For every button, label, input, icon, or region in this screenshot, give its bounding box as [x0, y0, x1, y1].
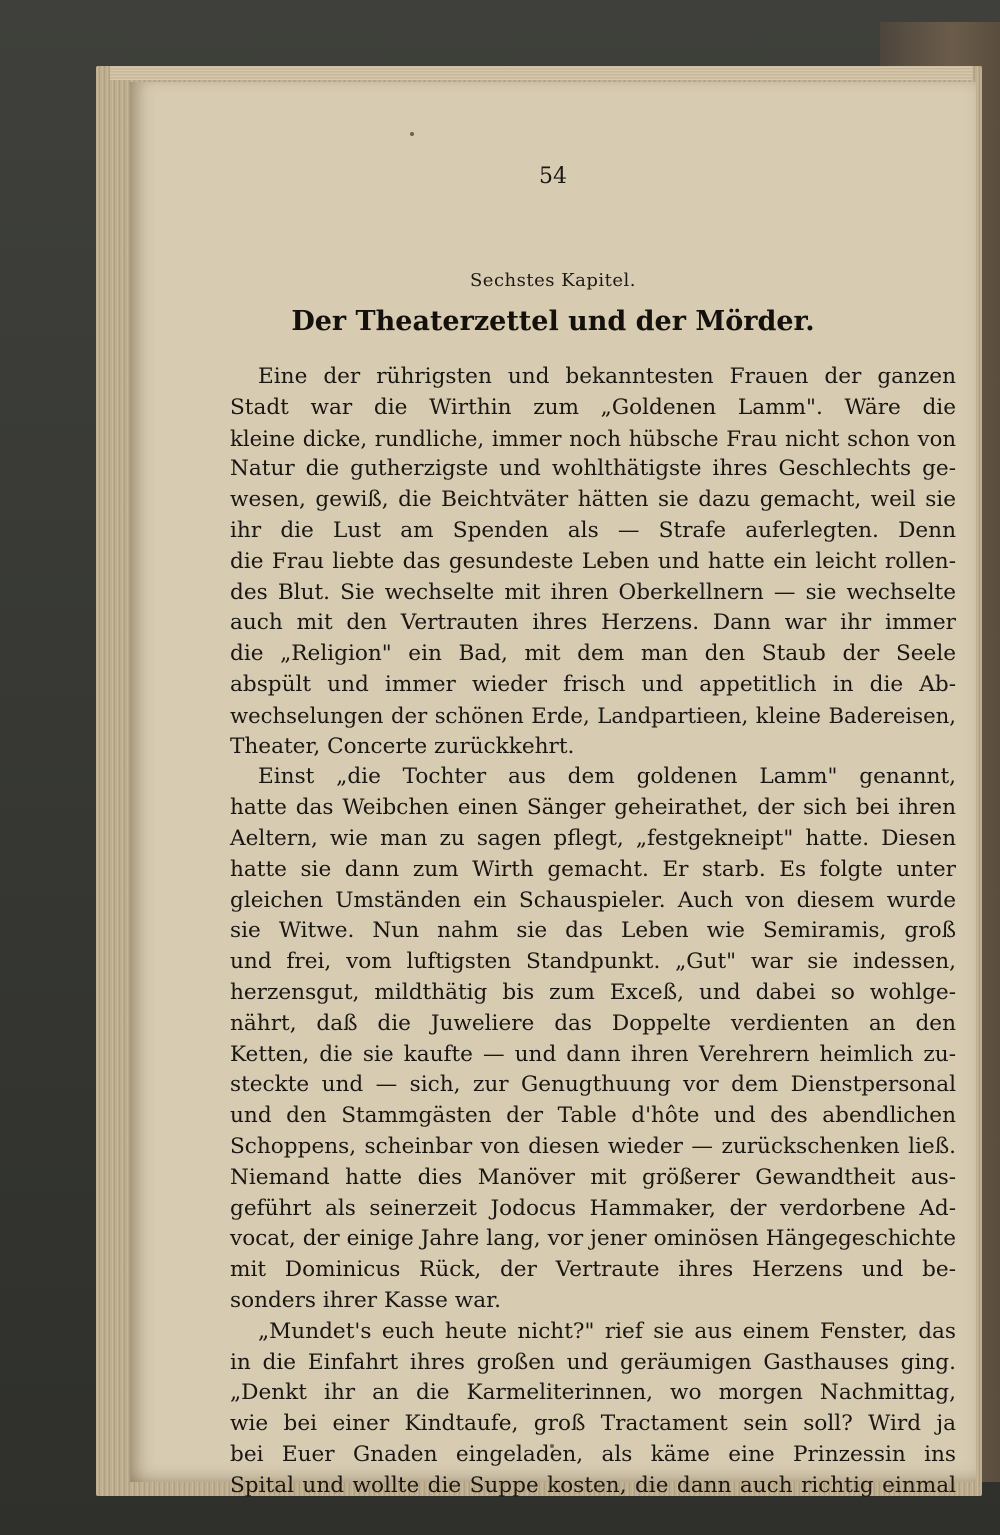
text-line: nährt, daß die Juweliere das Doppelte verdienten an den — [230, 1010, 956, 1036]
text-line: kleine dicke, rundliche, immer noch hübsche Frau nicht schon von — [230, 425, 956, 451]
text-line: und den Stammgästen der Table d'hôte und des abendlichen — [230, 1103, 956, 1129]
text-line: ihr die Lust am Spenden als — Strafe auferlegten. Denn — [230, 517, 956, 543]
text-line: wie bei einer Kindtaufe, groß Tractament sein soll? Wird ja — [230, 1411, 956, 1437]
text-line: vocat, der einige Jahre lang, vor jener ominösen Hängegeschichte — [230, 1226, 956, 1252]
body-text — [230, 362, 956, 1501]
text-line: Aeltern, wie man zu sagen pflegt, „festgekneipt" hatte. Diesen — [230, 825, 956, 851]
text-line: sonders ihrer Kasse war. — [230, 1287, 501, 1313]
text-line: wesen, gewiß, die Beichtväter hätten sie dazu gemacht, weil sie — [230, 487, 956, 513]
text-line: des Blut. Sie wechselte mit ihren Oberkellnern — sie wechselte — [230, 579, 956, 605]
text-line: herzensgut, mildthätig bis zum Exceß, und dabei so wohlge- — [230, 979, 956, 1005]
text-line: auch mit den Vertrauten ihres Herzens. Dann war ihr immer — [230, 610, 956, 636]
text-line: Schoppens, scheinbar von diesen wieder — zurückschenken ließ. — [230, 1133, 956, 1159]
text-line: mit Dominicus Rück, der Vertraute ihres Herzens und be- — [230, 1257, 956, 1283]
text-line: hatte sie dann zum Wirth gemacht. Er starb. Es folgte unter — [230, 856, 956, 882]
text-line: wechselungen der schönen Erde, Landpartieen, kleine Badereisen, — [230, 702, 956, 728]
paper-speck — [410, 132, 414, 136]
chapter-title: Der Theaterzettel und der Mörder. — [291, 306, 815, 337]
chapter-label: Sechstes Kapitel. — [469, 270, 637, 291]
text-line: abspült und immer wieder frisch und appetitlich in die Ab- — [230, 671, 956, 697]
text-line: Stadt war die Wirthin zum „Goldenen Lamm". Wäre die — [230, 394, 956, 420]
text-line: und frei, vom luftigsten Standpunkt. „Gut" war sie indessen, — [230, 949, 956, 975]
text-line: steckte und — sich, zur Genugthuung vor dem Dienstpersonal — [230, 1072, 956, 1098]
text-line: geführt als seinerzeit Jodocus Hammaker, der verdorbene Ad- — [230, 1195, 956, 1221]
text-line: die „Religion" ein Bad, mit dem man den Staub der Seele — [230, 641, 956, 667]
text-line: gleichen Umständen ein Schauspieler. Auch von diesem wurde — [230, 887, 956, 913]
text-line: hatte das Weibchen einen Sänger geheirathet, der sich bei ihren — [230, 795, 956, 821]
text-line: sie Witwe. Nun nahm sie das Leben wie Semiramis, groß — [230, 918, 956, 944]
text-line: „Mundet's euch heute nicht?" rief sie aus einem Fenster, das — [258, 1318, 956, 1344]
page-edges-top — [110, 66, 972, 80]
text-line: Spital und wollte die Suppe kosten, die dann auch richtig einmal — [230, 1472, 956, 1498]
text-line: Niemand hatte dies Manöver mit größerer Gewandtheit aus- — [230, 1164, 956, 1190]
book-page — [130, 82, 976, 1498]
text-line: Theater, Concerte zurückkehrt. — [230, 733, 575, 759]
text-line: Ketten, die sie kaufte — und dann ihren Verehrern heimlich zu- — [230, 1041, 956, 1067]
text-line: Einst „die Tochter aus dem goldenen Lamm" genannt, — [258, 764, 956, 790]
text-line: „Denkt ihr an die Karmeliterinnen, wo morgen Nachmittag, — [230, 1380, 956, 1406]
text-line: in die Einfahrt ihres großen und geräumigen Gasthauses ging. — [230, 1349, 956, 1375]
text-line: die Frau liebte das gesundeste Leben und hatte ein leicht rollen- — [230, 548, 956, 574]
text-line: bei Euer Gnaden eingeladen, als käme eine Prinzessin ins — [230, 1441, 956, 1467]
text-line: Natur die gutherzigste und wohlthätigste ihres Geschlechts ge- — [230, 456, 956, 482]
text-line: Eine der rührigsten und bekanntesten Frauen der ganzen — [258, 364, 956, 389]
page-number: 54 — [539, 164, 567, 189]
